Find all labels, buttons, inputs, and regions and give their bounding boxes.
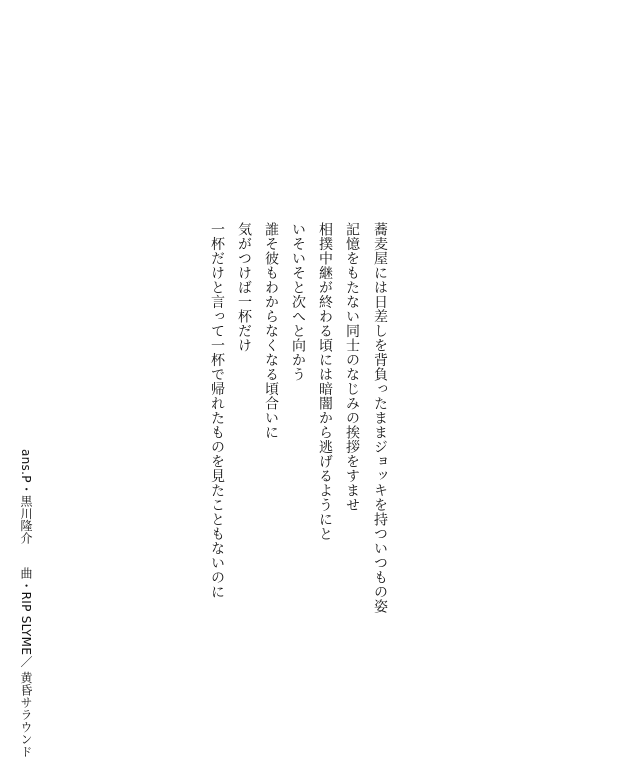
- ans-credit: ans.P・黒川隆介: [19, 449, 33, 545]
- poem-line: 相撲中継が終わる頃には暗闇から逃げるようにと: [317, 222, 333, 541]
- poem-line: いそいそと次へと向かう: [290, 222, 306, 382]
- music-credit: 曲・RIP SLYME／ 黄昏サラウンド: [19, 567, 33, 758]
- poem-line: 記憶をもたない同士のなじみの挨拶をすませ: [344, 222, 360, 512]
- poem-line: 蕎麦屋には日差しを背負ったままジョッキを持ついつもの姿: [372, 222, 388, 614]
- poem-line: 気がつけば一杯だけ: [236, 222, 252, 353]
- poem-line: 一杯だけと言って一杯で帰れたものを見たこともないのに: [209, 222, 225, 599]
- poem-line: 誰そ彼もわからなくなる頃合いに: [263, 222, 279, 440]
